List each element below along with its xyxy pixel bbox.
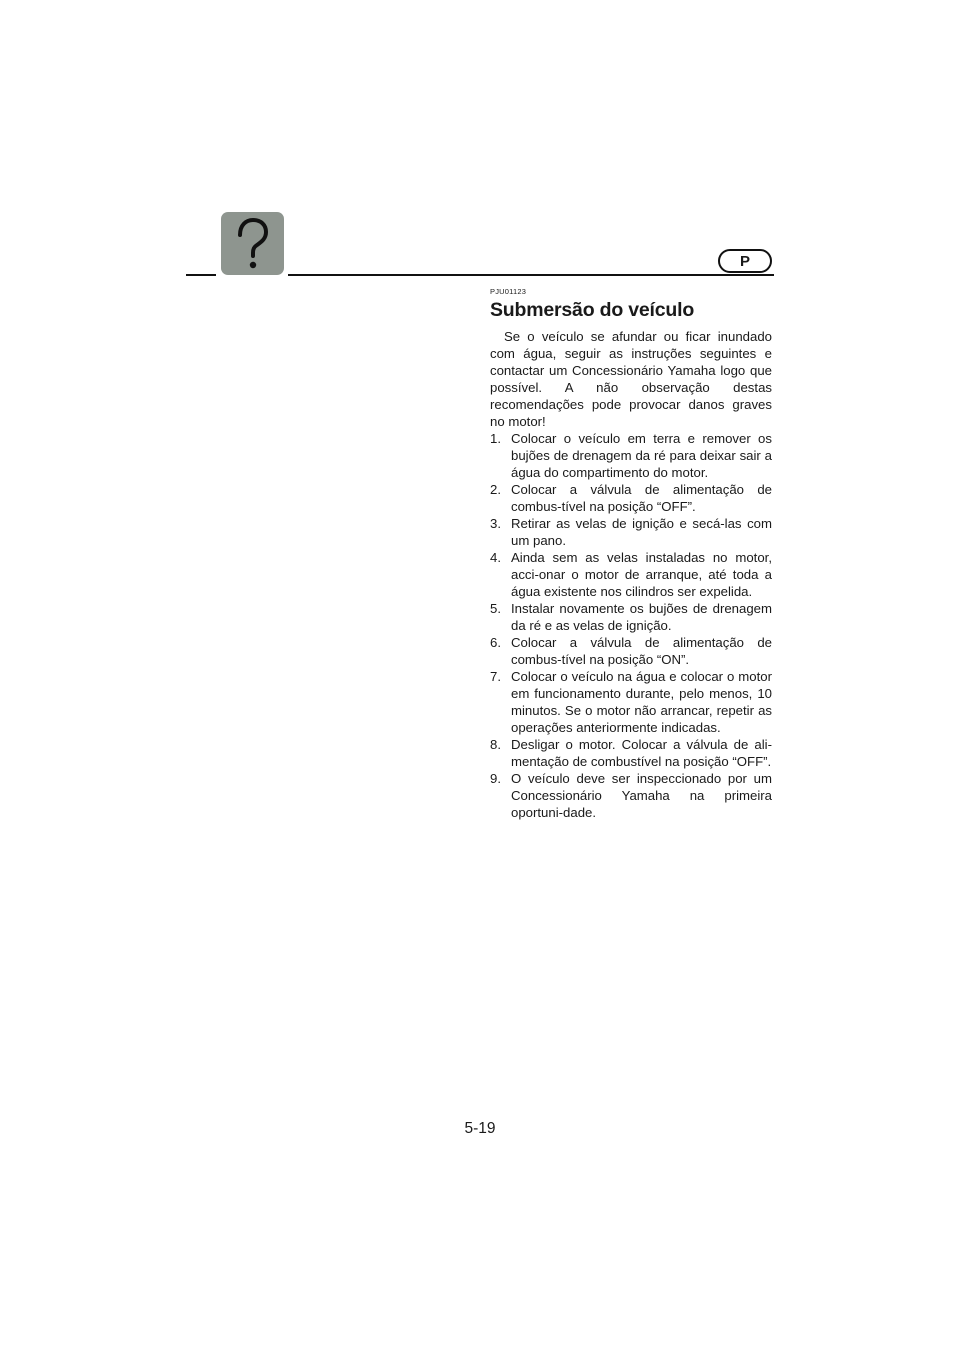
list-item (490, 600, 772, 634)
language-badge: P (718, 249, 772, 273)
list-item (490, 634, 772, 668)
step-number: 8. (490, 737, 501, 752)
list-item (490, 770, 772, 821)
page-number: 5-19 (464, 1120, 496, 1137)
section-content (490, 287, 772, 821)
step-text: Desligar o motor. Colocar a válvula de ali-mentação de combustível na posição “OFF”. (511, 737, 772, 769)
step-text: Colocar o veículo na água e colocar o motor em funcionamento durante, pelo menos, 10 minutos. Se o motor não arrancar, repetir as operações anteriormente indicadas. (511, 669, 772, 735)
section-code: PJU01123 (490, 287, 527, 296)
step-text: Ainda sem as velas instaladas no motor, acci-onar o motor de arranque, até toda a água existente nos cilindros ser expelida. (511, 550, 772, 599)
list-item (490, 430, 772, 481)
step-number: 7. (490, 669, 501, 684)
list-item (490, 549, 772, 600)
question-mark-icon (221, 212, 284, 275)
list-item (490, 481, 772, 515)
intro-paragraph: Se o veículo se afundar ou ficar inundado com água, seguir as instruções seguintes e contactar um Concessionário Yamaha logo que possível. A não observação destas recomendações pode provocar danos graves no motor! (490, 329, 772, 429)
step-text: Colocar a válvula de alimentação de combus-tível na posição “ON”. (511, 635, 772, 667)
list-item (490, 668, 772, 736)
header-rule-left (186, 274, 216, 276)
step-number: 4. (490, 550, 501, 565)
step-text: Colocar a válvula de alimentação de combus-tível na posição “OFF”. (511, 482, 772, 514)
list-item (490, 736, 772, 770)
step-text: Instalar novamente os bujões de drenagem da ré e as velas de ignição. (511, 601, 772, 633)
step-number: 2. (490, 482, 501, 497)
step-text: Colocar o veículo em terra e remover os bujões de drenagem da ré para deixar sair a água do compartimento do motor. (511, 431, 772, 480)
step-number: 1. (490, 431, 501, 446)
step-text: Retirar as velas de ignição e secá-las com um pano. (511, 516, 772, 548)
list-item (490, 515, 772, 549)
step-number: 5. (490, 601, 501, 616)
step-number: 9. (490, 771, 501, 786)
step-number: 3. (490, 516, 501, 531)
section-title: Submersão do veículo (490, 299, 695, 321)
steps-list (490, 430, 772, 821)
step-text: O veículo deve ser inspeccionado por um Concessionário Yamaha na primeira oportuni-dade. (511, 771, 772, 820)
step-number: 6. (490, 635, 501, 650)
header-rule-right (288, 274, 774, 276)
